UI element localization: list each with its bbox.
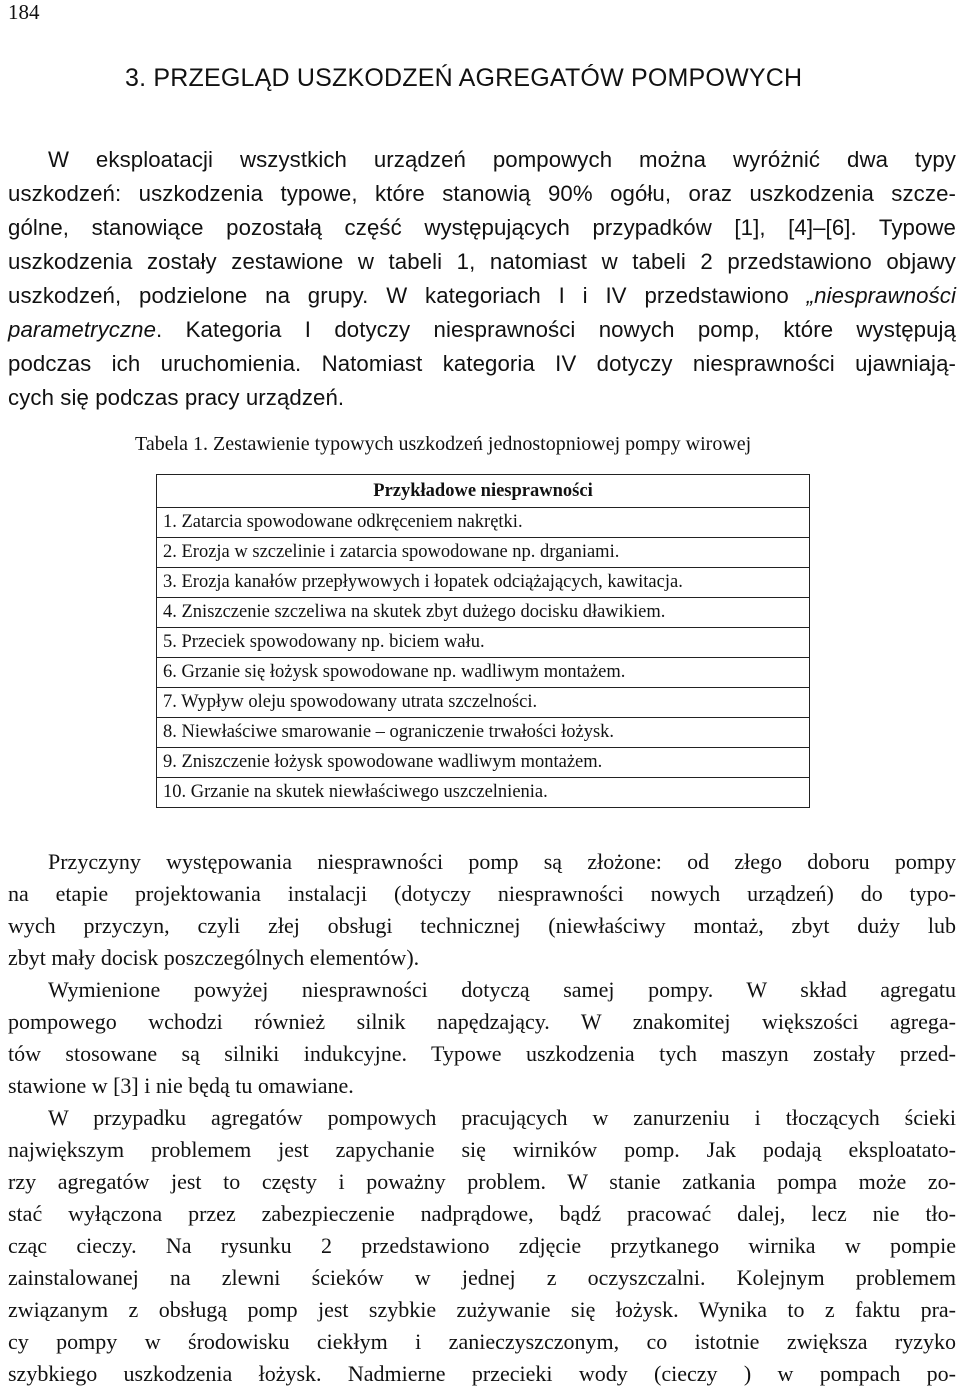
- intro-line: [8, 313, 956, 347]
- body-paragraphs: [8, 846, 956, 1390]
- table-row: 3. Erozja kanałów przepływowych i łopatek odciążających, kawitacja.: [157, 568, 810, 598]
- body-line: na etapie projektowania instalacji (dotyczy niesprawności nowych urządzeń) do typo-: [8, 881, 956, 906]
- body-line: stać wyłączona przez zabezpieczenie nadprądowe, bądź pracować dalej, lecz nie tło-: [8, 1201, 956, 1226]
- table-row: 5. Przeciek spowodowany np. biciem wału.: [157, 628, 810, 658]
- table-caption: Tabela 1. Zestawienie typowych uszkodzeń jednostopniowej pompy wirowej: [135, 433, 752, 455]
- body-line: cy pompy w środowisku ciekłym i zanieczyszczonym, co istotnie zwiększa ryzyko: [8, 1329, 956, 1354]
- body-line: związanym z obsługą pomp jest szybkie zużywanie się łożysk. Wynika to z faktu pra-: [8, 1297, 956, 1322]
- table-row: 4. Zniszczenie szczeliwa na skutek zbyt dużego docisku dławikiem.: [157, 598, 810, 628]
- intro-line: uszkodzeń: uszkodzenia typowe, które stanowią 90% ogółu, oraz uszkodzenia szcze-: [8, 181, 956, 206]
- intro-line: [8, 279, 956, 313]
- body-line: Przyczyny występowania niesprawności pomp są złożone: od złego doboru pompy: [48, 849, 956, 874]
- body-line: zbyt mały docisk poszczególnych elementów).: [8, 945, 420, 970]
- intro-italic: „niesprawności: [806, 283, 956, 308]
- body-line: wych przyczyn, czyli złej obsługi technicznej (niewłaściwy montaż, zbyt duży lub: [8, 913, 956, 938]
- table-row: 9. Zniszczenie łożysk spowodowane wadliwym montażem.: [157, 748, 810, 778]
- intro-line: gólne, stanowiące pozostałą część występujących przypadków [1], [4]–[6]. Typowe: [8, 215, 956, 240]
- intro-line: W eksploatacji wszystkich urządzeń pompowych można wyróżnić dwa typy: [48, 147, 956, 172]
- intro-text: uszkodzeń, podzielone na grupy. W kategoriach I i IV przedstawiono: [8, 283, 807, 308]
- table-header: Przykładowe niesprawności: [157, 475, 810, 508]
- table-row: 1. Zatarcia spowodowane odkręceniem nakrętki.: [157, 508, 810, 538]
- table-row: 7. Wypływ oleju spowodowany utrata szczelności.: [157, 688, 810, 718]
- body-line: W przypadku agregatów pompowych pracujących w zanurzeniu i tłoczących ścieki: [48, 1105, 956, 1130]
- intro-line: uszkodzenia zostały zestawione w tabeli 1, natomiast w tabeli 2 przedstawiono objawy: [8, 249, 956, 274]
- intro-line: podczas ich uruchomienia. Natomiast kategoria IV dotyczy niesprawności ujawniają-: [8, 351, 956, 376]
- body-line: tów stosowane są silniki indukcyjne. Typowe uszkodzenia tych maszyn zostały przed-: [8, 1041, 956, 1066]
- intro-paragraph: [8, 143, 956, 415]
- body-line: zainstalowanej na zlewni ścieków w jednej z oczyszczalni. Kolejnym problemem: [8, 1265, 956, 1290]
- intro-line: cych się podczas pracy urządzeń.: [8, 385, 345, 410]
- body-line: cząc cieczy. Na rysunku 2 przedstawiono zdjęcie przytkanego wirnika w pompie: [8, 1233, 956, 1258]
- body-line: pompowego wchodzi również silnik napędzający. W znakomitej większości agrega-: [8, 1009, 956, 1034]
- intro-italic: parametryczne: [8, 317, 157, 342]
- body-line: rzy agregatów jest to częsty i poważny problem. W stanie zatkania pompa może zo-: [8, 1169, 956, 1194]
- body-line: największym problemem jest zapychanie się wirników pomp. Jak podają eksploatato-: [8, 1137, 956, 1162]
- page-number: 184: [8, 0, 40, 24]
- body-line: szybkiego uszkodzenia łożysk. Nadmierne przecieki wody (cieczy ) w pompach po-: [8, 1361, 956, 1386]
- body-line: stawione w [3] i nie będą tu omawiane.: [8, 1073, 354, 1098]
- intro-text: . Kategoria I dotyczy niesprawności nowych pomp, które występują: [156, 317, 956, 342]
- table-row: 2. Erozja w szczelinie i zatarcia spowodowane np. drganiami.: [157, 538, 810, 568]
- body-line: Wymienione powyżej niesprawności dotyczą samej pompy. W skład agregatu: [48, 977, 956, 1002]
- table-row: 6. Grzanie się łożysk spowodowane np. wadliwym montażem.: [157, 658, 810, 688]
- section-heading: 3. PRZEGLĄD USZKODZEŃ AGREGATÓW POMPOWYCH: [125, 64, 803, 92]
- table-row: 8. Niewłaściwe smarowanie – ograniczenie trwałości łożysk.: [157, 718, 810, 748]
- faults-table: [156, 474, 810, 808]
- table-row: 10. Grzanie na skutek niewłaściwego uszczelnienia.: [157, 778, 810, 808]
